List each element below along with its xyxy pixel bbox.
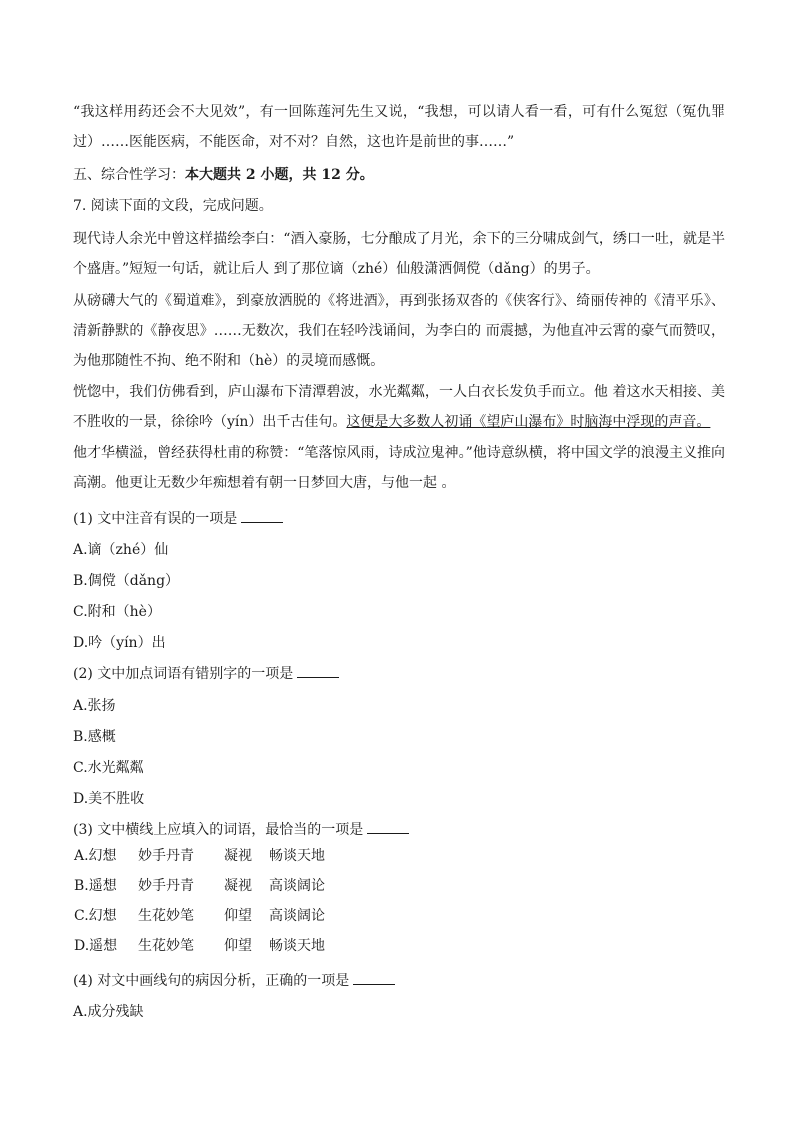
q2-option-b: B.感概 <box>73 729 116 745</box>
q2-option-c: C.水光粼粼 <box>73 760 144 776</box>
q1-option-d: D.吟（yín）出 <box>73 635 166 651</box>
section-five-prefix: 五、综合性学习： <box>73 167 185 183</box>
q1-option-b: B.倜傥（dǎng） <box>73 573 180 589</box>
q2-option-a: A.张扬 <box>73 698 116 714</box>
answer-blank <box>241 510 283 523</box>
q1-option-a: A.谪（zhé）仙 <box>73 542 169 558</box>
q3-option-d: D.遥想 生花妙笔 仰望 畅谈天地 <box>74 938 325 954</box>
question-4-prompt: (4) 对文中画线句的病因分析，正确的一项是 <box>73 971 395 991</box>
answer-blank <box>353 972 395 985</box>
q2-option-d: D.美不胜收 <box>73 791 145 807</box>
intro-paragraph: “我这样用药还会不大见效”，有一回陈莲河先生又说，“我想，可以请人看一看，可有什么冤愆（冤仇罪过）……医能医病，不能医命，对不对？自然，这也许是前世的事……” <box>73 104 725 150</box>
answer-blank <box>297 665 339 678</box>
question-3-prompt: (3) 文中横线上应填入的词语，最恰当的一项是 <box>73 820 409 840</box>
passage-paragraph-1: 现代诗人余光中曾这样描绘李白：“酒入豪肠，七分酿成了月光，余下的三分啸成剑气，绣口一吐，就是半个盛唐。”短短一句话，就让后人 到了那位谪（zhé）仙般潇洒倜傥（dǎng）的男子。 <box>73 231 725 277</box>
question-1-prompt: (1) 文中注音有误的一项是 <box>73 509 283 529</box>
passage-paragraph-3 <box>73 377 725 437</box>
q3-option-c: C.幻想 生花妙笔 仰望 高谈阔论 <box>74 908 325 924</box>
passage-paragraph-4: 他才华横溢，曾经获得杜甫的称赞：“笔落惊风雨，诗成泣鬼神。”他诗意纵横，将中国文学的浪漫主义推向高潮。他更让无数少年痴想着有朝一日梦回大唐，与他一起 。 <box>73 445 725 491</box>
q3-option-b: B.遥想 妙手丹青 凝视 高谈阔论 <box>74 878 325 894</box>
passage-paragraph-2: 从磅礴大气的《蜀道难》，到豪放洒脱的《将进酒》，再到张扬双沓的《侠客行》、绮丽传神的《清平乐》、清新静默的《静夜思》……无数次，我们在轻吟浅诵间，为李白的 而震撼，为他直冲云霄的豪气而赞叹，为他那随性不拘、绝不附和（hè）的灵境而感慨。 <box>73 293 725 369</box>
question-2-prompt: (2) 文中加点词语有错别字的一项是 <box>73 664 339 684</box>
section-five-heading <box>73 165 374 185</box>
section-five-bold: 本大题共 2 小题，共 12 分。 <box>185 167 374 183</box>
underlined-sentence: 这便是大多数人初诵《望庐山瀑布》时脑海中浮现的声音。 <box>346 414 711 430</box>
q1-option-c: C.附和（hè） <box>73 604 161 620</box>
q3-option-a: A.幻想 妙手丹青 凝视 畅谈天地 <box>74 848 325 864</box>
passage-3-text: 恍惚中，我们仿佛看到，庐山瀑布下清潭碧波，水光粼粼，一人白衣长发负手而立。他 着这水天相接、美不胜收的一景，徐徐吟（yín）出千古佳句。 <box>73 384 725 430</box>
answer-blank <box>367 821 409 834</box>
q4-option-a: A.成分残缺 <box>73 1004 144 1020</box>
question-seven-title: 7. 阅读下面的文段，完成问题。 <box>73 198 273 214</box>
